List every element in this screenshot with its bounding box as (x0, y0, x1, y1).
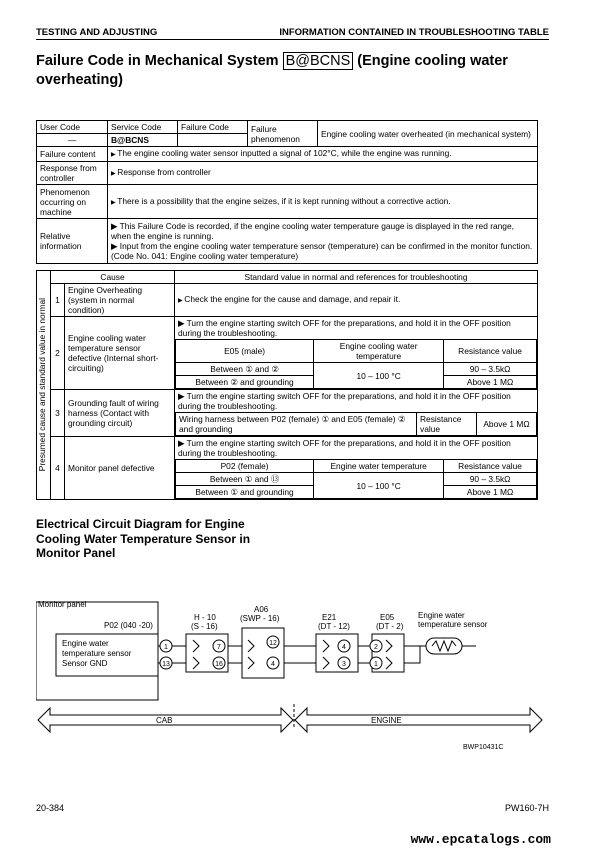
svg-text:E05: E05 (380, 613, 395, 622)
failure-description: Engine cooling water overheated (in mechanical system) (318, 121, 538, 147)
svg-text:1: 1 (164, 644, 168, 651)
failure-content: ▶ The engine cooling water sensor inputted a signal of 102°C, while the engine was running. (108, 147, 538, 162)
model-number: PW160-7H (504, 803, 549, 813)
phenomenon-label: Phenomenon occurring on machine (37, 185, 108, 219)
svg-text:7: 7 (217, 644, 221, 651)
svg-text:Engine water: Engine water (62, 639, 109, 648)
standard-header: Standard value in normal and references for troubleshooting (175, 271, 538, 284)
svg-text:4: 4 (271, 661, 275, 668)
figure-code: BWP10431C (463, 744, 504, 751)
svg-text:3: 3 (342, 661, 346, 668)
cause-3: Grounding fault of wiring harness (Contact with grounding circuit) (65, 390, 175, 437)
svg-text:16: 16 (215, 661, 223, 668)
cause-1-standard: ▶ Check the engine for the cause and damage, and repair it. (175, 284, 538, 317)
info-table (36, 120, 538, 264)
cause-vertical-label: Presumed cause and standard value in normal (37, 298, 47, 472)
user-code-label: User Code (37, 121, 108, 134)
failure-code: B@BCNS (283, 52, 354, 70)
watermark: www.epcatalogs.com (410, 832, 551, 847)
relative-info-1: ▶ This Failure Code is recorded, if the engine cooling water temperature gauge is displayed in the red range, when the engine is running. (111, 221, 514, 241)
relative-info-2: ▶ Input from the engine cooling water temperature sensor (temperature) can be confirmed in the monitor function. (Code No. 041: Engine cooling water temperature) (111, 241, 533, 261)
response: ▶ Response from controller (108, 162, 538, 185)
cause-header: Cause (51, 271, 175, 284)
service-code-label: Service Code (108, 121, 178, 134)
svg-text:temperature sensor: temperature sensor (62, 649, 132, 658)
section-title: Electrical Circuit Diagram for Engine Cooling Water Temperature Sensor in Monitor Panel (36, 517, 251, 560)
svg-text:H - 10: H - 10 (194, 613, 216, 622)
cause-table: Presumed cause and standard value in normal Cause Standard value in normal and references for troubleshooting 1 Engine Overheating (system in normal condition) ▶ Check the engine for the cause and damage, and repair it. 2 Engine cooling water temperature sensor defective (Internal short-circuiting) ▶ Turn the engine starting switch OFF for the preparations, and hold it in the OFF position during the troubleshooting. E05 (male) Engine cooling water temperature Resistance value Between ① and ② 10 – 100 °C 90 – 3.5kΩ Between ② and grounding Above 1 MΩ 3 Grounding fault of wiring harness (Contact with grounding circuit) ▶ Turn the engine starting switch OFF for the preparations, and hold it in the OFF position during the troubleshooting. Wiring harness between P02 (female) ① and E05 (female) ② and grounding Resistance value Above 1 MΩ 4 Monitor panel defective ▶ Turn the engine starting switch OFF for the preparations, and hold it in the OFF position during the troubleshooting. P02 (female) Engine water temperature Resistance value Between ① and ⑬ 10 – 100 °C 90 – 3.5kΩ Between ① and grounding Above 1 MΩ (36, 270, 538, 500)
cause-1: Engine Overheating (system in normal condition) (65, 284, 175, 317)
response-label: Response from controller (37, 162, 108, 185)
failure-phenomenon-label: Failure phenomenon (248, 121, 318, 147)
svg-text:4: 4 (342, 644, 346, 651)
svg-text:Engine water: Engine water (418, 611, 465, 620)
p02-label: P02 (040 -20) (104, 621, 153, 630)
svg-text:E21: E21 (322, 613, 337, 622)
circuit-diagram (36, 594, 544, 754)
svg-text:13: 13 (162, 661, 170, 668)
failure-content-label: Failure content (37, 147, 108, 162)
svg-text:12: 12 (269, 640, 277, 647)
user-code-value: — (37, 134, 108, 147)
relative-info-label: Relative information (37, 219, 108, 264)
svg-text:(DT - 12): (DT - 12) (318, 622, 350, 631)
page-title: Failure Code in Mechanical System B@BCNS (Engine cooling water overheating) (36, 53, 508, 88)
header-left: TESTING AND ADJUSTING (36, 27, 158, 38)
svg-text:(S - 16): (S - 16) (191, 622, 218, 631)
cause-2-subtable: E05 (male) Engine cooling water temperature Resistance value Between ① and ② 10 – 100 °C 90 – 3.5kΩ Between ② and grounding Above 1 MΩ (175, 339, 537, 389)
phenomenon: ▶ There is a possibility that the engine seizes, if it is kept running without a corrective action. (108, 185, 538, 219)
svg-text:A06: A06 (254, 605, 269, 614)
monitor-panel-label: Monitor panel (38, 600, 87, 609)
page-header (36, 26, 549, 40)
svg-text:(DT - 2): (DT - 2) (376, 622, 404, 631)
header-right: INFORMATION CONTAINED IN TROUBLESHOOTING TABLE (279, 27, 549, 38)
cause-3-subtable: Wiring harness between P02 (female) ① and E05 (female) ② and grounding Resistance value Above 1 MΩ (175, 412, 537, 436)
engine-label: ENGINE (371, 716, 402, 725)
svg-text:2: 2 (374, 644, 378, 651)
cause-4: Monitor panel defective (65, 437, 175, 500)
engine-arrow (295, 708, 542, 732)
cab-label: CAB (156, 716, 173, 725)
service-code-value: B@BCNS (108, 134, 178, 147)
svg-text:temperature sensor: temperature sensor (418, 620, 488, 629)
cause-2: Engine cooling water temperature sensor defective (Internal short-circuiting) (65, 317, 175, 390)
svg-text:1: 1 (374, 661, 378, 668)
svg-text:(SWP - 16): (SWP - 16) (240, 614, 280, 623)
page-number: 20-384 (36, 803, 65, 813)
failure-code-label: Failure Code (178, 121, 248, 134)
svg-text:Sensor GND: Sensor GND (62, 659, 108, 668)
cause-4-subtable: P02 (female) Engine water temperature Resistance value Between ① and ⑬ 10 – 100 °C 90 – 3.5kΩ Between ① and grounding Above 1 MΩ (175, 459, 537, 499)
